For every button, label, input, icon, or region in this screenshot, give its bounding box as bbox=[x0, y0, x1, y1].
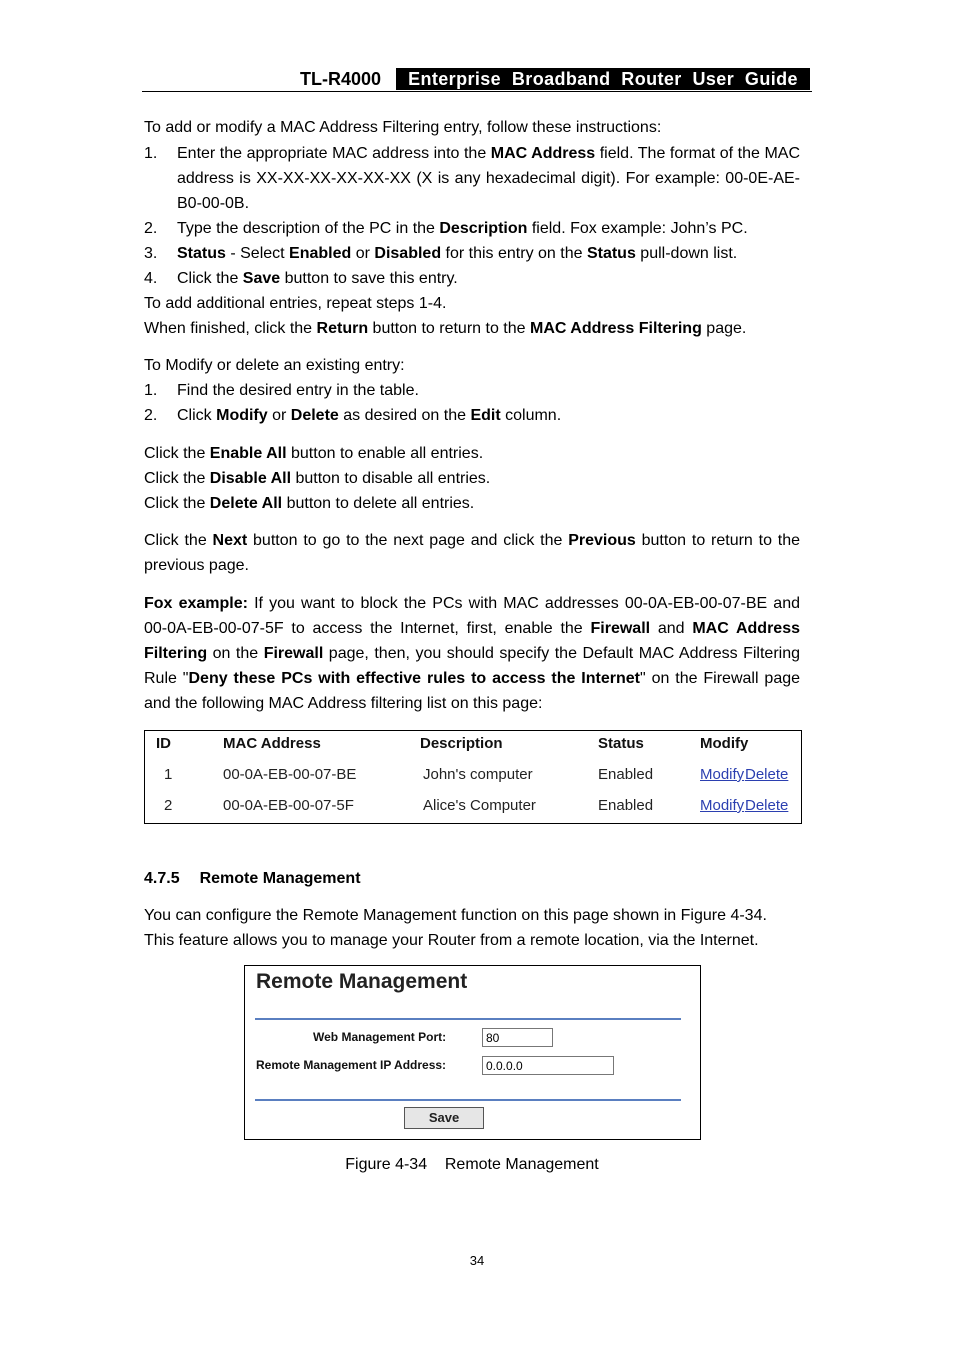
table-header-modify: Modify bbox=[700, 735, 749, 752]
modify-intro: To Modify or delete an existing entry: bbox=[144, 357, 405, 374]
enable-all-text: Click the Enable All button to enable all entries. bbox=[144, 445, 484, 462]
intro-text: To add or modify a MAC Address Filtering entry, follow these instructions: bbox=[144, 119, 662, 136]
section-para-2: This feature allows you to manage your Router from a remote location, via the Internet. bbox=[144, 932, 759, 949]
delete-link[interactable]: Delete bbox=[745, 797, 789, 814]
table-cell-status: Enabled bbox=[598, 797, 654, 814]
example-paragraph: Fox example: If you want to block the PCs with MAC addresses 00-0A-EB-00-07-BE and 00-0A-EB-00-07-5F to access the Internet, first, enable the Firewall and MAC Address Filtering on the Firewall page, then, you should specify the Default MAC Address Filtering Rule "Deny these PCs with effective rules to access the Internet" on the Firewall page and the following MAC Address filtering list on this page: bbox=[144, 595, 801, 712]
modify-step-1: Find the desired entry in the table. bbox=[177, 382, 419, 399]
remote-ip-input[interactable] bbox=[482, 1056, 614, 1075]
step-number: 2. bbox=[144, 220, 158, 237]
table-cell-id: 2 bbox=[164, 797, 173, 814]
table-header-status: Status bbox=[598, 735, 644, 752]
table-header-mac: MAC Address bbox=[223, 735, 321, 752]
web-port-label: Web Management Port: bbox=[313, 1030, 447, 1044]
delete-link[interactable]: Delete bbox=[745, 766, 789, 783]
table-header-id: ID bbox=[156, 735, 171, 752]
step-1-text: Enter the appropriate MAC address into the MAC Address field. The format of the MAC address is XX-XX-XX-XX-XX-XX (X is any hexadecimal digit). For example: 00-0E-AE-B0-00-0B. bbox=[177, 145, 801, 212]
save-button[interactable]: Save bbox=[404, 1107, 484, 1129]
section-heading: 4.7.5 Remote Management bbox=[144, 870, 361, 887]
header-rule bbox=[142, 91, 812, 92]
page-number: 34 bbox=[469, 1253, 485, 1268]
panel-divider bbox=[255, 1099, 681, 1101]
step-4-text: Click the Save button to save this entry. bbox=[177, 270, 458, 287]
table-cell-mac: 00-0A-EB-00-07-5F bbox=[223, 797, 354, 814]
repeat-text: To add additional entries, repeat steps 1-4. bbox=[144, 295, 447, 312]
table-cell-mac: 00-0A-EB-00-07-BE bbox=[223, 766, 357, 783]
disable-all-text: Click the Disable All button to disable all entries. bbox=[144, 470, 491, 487]
step-number: 1. bbox=[144, 145, 158, 162]
header-title: Enterprise Broadband Router User Guide bbox=[396, 68, 810, 90]
step-number: 1. bbox=[144, 382, 158, 399]
table-cell-id: 1 bbox=[164, 766, 173, 783]
figure-caption: Figure 4-34 Remote Management bbox=[345, 1156, 599, 1173]
step-number: 4. bbox=[144, 270, 158, 287]
next-prev-text: Click the Next button to go to the next page and click the Previous button to return to the previous page. bbox=[144, 532, 801, 574]
table-cell-description: Alice's Computer bbox=[423, 797, 536, 814]
finished-text: When finished, click the Return button to return to the MAC Address Filtering page. bbox=[144, 320, 747, 337]
step-3-text: Status - Select Enabled or Disabled for this entry on the Status pull-down list. bbox=[177, 245, 738, 262]
table-header-description: Description bbox=[420, 735, 503, 752]
table-cell-description: John's computer bbox=[423, 766, 533, 783]
section-para-1: You can configure the Remote Management function on this page shown in Figure 4-34. bbox=[144, 907, 767, 924]
modify-step-2: Click Modify or Delete as desired on the Edit column. bbox=[177, 407, 562, 424]
step-number: 3. bbox=[144, 245, 158, 262]
header-model: TL-R4000 bbox=[300, 69, 382, 89]
step-2-text: Type the description of the PC in the Description field. Fox example: John’s PC. bbox=[177, 220, 748, 237]
panel-divider bbox=[255, 1018, 681, 1020]
web-port-input[interactable] bbox=[482, 1028, 553, 1047]
remote-ip-label: Remote Management IP Address: bbox=[256, 1058, 447, 1072]
delete-all-text: Click the Delete All button to delete all entries. bbox=[144, 495, 475, 512]
step-number: 2. bbox=[144, 407, 158, 424]
modify-link[interactable]: Modify bbox=[700, 797, 745, 814]
table-cell-status: Enabled bbox=[598, 766, 654, 783]
panel-title: Remote Management bbox=[256, 970, 468, 993]
modify-link[interactable]: Modify bbox=[700, 766, 745, 783]
